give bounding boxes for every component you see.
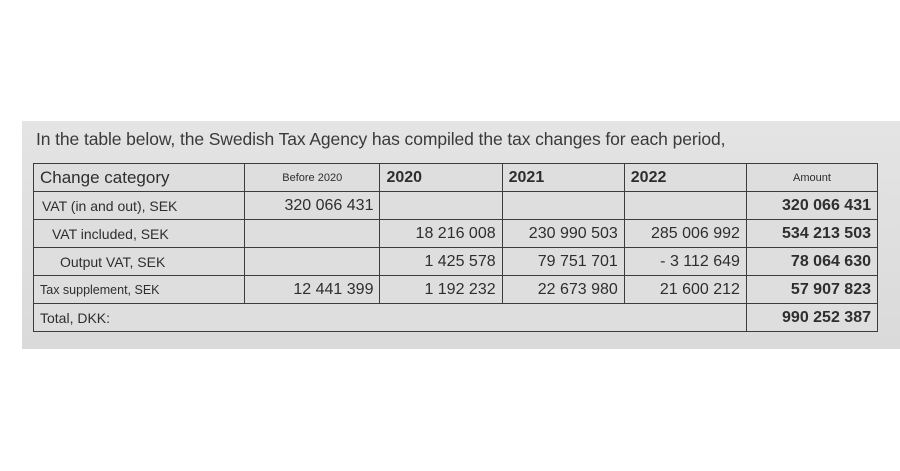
cell-amount: 534 213 503: [746, 220, 877, 248]
total-row: [34, 304, 878, 332]
cell-2021: [502, 192, 624, 220]
cell-before-2020: [245, 220, 380, 248]
photo-of-document: [22, 121, 900, 349]
cell-2022: 285 006 992: [624, 220, 746, 248]
total-amount: 990 252 387: [746, 304, 877, 332]
table-row: [34, 192, 878, 220]
header-2022: 2022: [624, 164, 746, 192]
header-category: Change category: [34, 164, 245, 192]
header-row: [34, 164, 878, 192]
cell-before-2020: [245, 248, 380, 276]
tax-changes-table: [33, 163, 878, 332]
header-before-2020: Before 2020: [245, 164, 380, 192]
cell-amount: 78 064 630: [746, 248, 877, 276]
cell-amount: 320 066 431: [746, 192, 877, 220]
cell-amount: 57 907 823: [746, 276, 877, 304]
intro-text: In the table below, the Swedish Tax Agency has compiled the tax changes for each period,: [36, 129, 726, 149]
total-label: Total, DKK:: [34, 304, 747, 332]
table-row: [34, 220, 878, 248]
cell-2022: - 3 112 649: [624, 248, 746, 276]
table-row: [34, 248, 878, 276]
header-2020: 2020: [380, 164, 502, 192]
cell-before-2020: 320 066 431: [245, 192, 380, 220]
row-category: Tax supplement, SEK: [34, 276, 245, 304]
cell-2022: [624, 192, 746, 220]
cell-2021: 22 673 980: [502, 276, 624, 304]
cell-2020: 1 192 232: [380, 276, 502, 304]
cell-2021: 230 990 503: [502, 220, 624, 248]
row-category: VAT (in and out), SEK: [34, 192, 245, 220]
row-category: Output VAT, SEK: [34, 248, 245, 276]
cell-2021: 79 751 701: [502, 248, 624, 276]
cell-2020: 18 216 008: [380, 220, 502, 248]
cell-2020: [380, 192, 502, 220]
table-row: [34, 276, 878, 304]
header-2021: 2021: [502, 164, 624, 192]
cell-2020: 1 425 578: [380, 248, 502, 276]
row-category: VAT included, SEK: [34, 220, 245, 248]
header-amount: Amount: [746, 164, 877, 192]
cell-2022: 21 600 212: [624, 276, 746, 304]
cell-before-2020: 12 441 399: [245, 276, 380, 304]
